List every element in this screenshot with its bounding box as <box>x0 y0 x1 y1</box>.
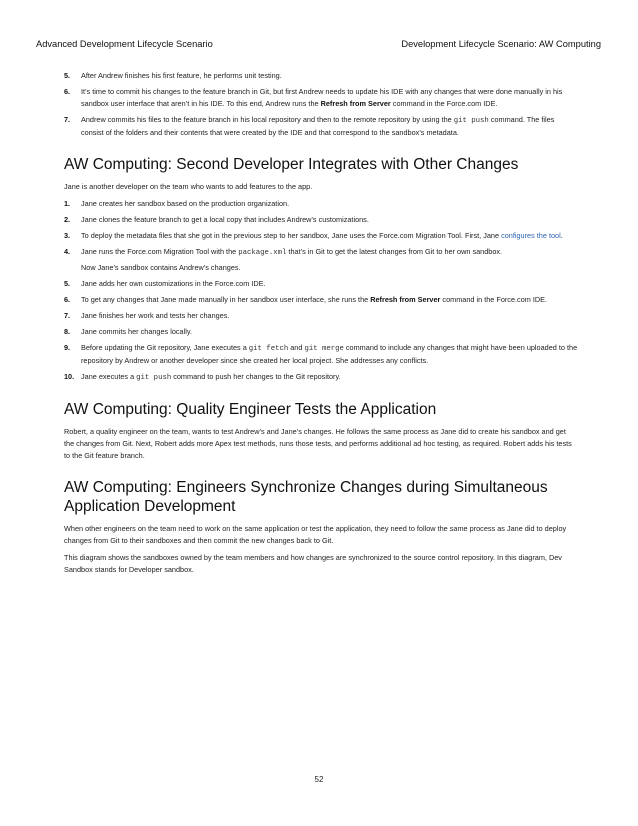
item-number: 1. <box>64 199 71 208</box>
item-number: 9. <box>64 343 71 352</box>
list-item <box>64 246 578 274</box>
item-subtext: Now Jane’s sandbox contains Andrew’s changes. <box>81 263 241 272</box>
item-text: Before updating the Git repository, Jane executes a <box>81 343 249 352</box>
code-snippet: git push <box>136 374 172 382</box>
list-item <box>64 86 578 110</box>
item-number: 5. <box>64 71 71 80</box>
item-text: It’s time to commit his changes to the feature branch in Git, but first Andrew needs to update his IDE with any changes that were done manually in his sandbox user interface that aren’t in his IDE. To this end, Andrew runs the <box>81 87 563 108</box>
list-item <box>64 230 578 242</box>
item-number: 8. <box>64 327 71 336</box>
steps-list-continued <box>64 70 578 139</box>
item-number: 5. <box>64 279 71 288</box>
command-name: Refresh from Server <box>370 295 441 304</box>
item-text: and <box>288 343 305 352</box>
item-text: To get any changes that Jane made manually in her sandbox user interface, she runs the <box>81 295 371 304</box>
list-item <box>64 114 578 139</box>
section-intro: Jane is another developer on the team who wants to add features to the app. <box>64 182 313 191</box>
item-text: Jane commits her changes locally. <box>81 327 192 336</box>
item-number: 10. <box>64 372 75 381</box>
item-number: 3. <box>64 231 71 240</box>
list-item <box>64 326 578 338</box>
code-snippet: git fetch <box>248 345 289 353</box>
item-text: After Andrew finishes his first feature, he performs unit testing. <box>81 71 282 80</box>
configure-tool-link[interactable]: configures the tool <box>501 231 561 240</box>
page-number: 52 <box>314 775 324 784</box>
item-text: command. The files consist of the folders and their contents that were created by the IDE and that correspond to the sandbox’s metadata. <box>81 115 555 137</box>
item-text: Jane creates her sandbox based on the production organization. <box>81 199 290 208</box>
page-content <box>64 70 578 581</box>
code-snippet: package.xml <box>238 249 287 257</box>
running-header-right: Development Lifecycle Scenario: AW Computing <box>401 39 601 49</box>
section-heading: AW Computing: Engineers Synchronize Changes during Simultaneous Application Development <box>64 479 548 515</box>
item-text: command to push her changes to the Git repository. <box>171 372 341 381</box>
item-number: 7. <box>64 311 71 320</box>
list-item <box>64 198 578 210</box>
item-text: command in the Force.com IDE. <box>440 295 548 304</box>
list-item <box>64 278 578 290</box>
item-number: 4. <box>64 247 71 256</box>
section-heading: AW Computing: Second Developer Integrates with Other Changes <box>64 156 519 173</box>
item-text: command in the Force.com IDE. <box>390 99 498 108</box>
item-text: . <box>560 231 563 240</box>
section-body: Robert, a quality engineer on the team, wants to test Andrew’s and Jane’s changes. He follows the same process as Jane did to create his sandbox and get the changes from Git. Next, Robert adds more Apex test methods, runs those tests, and performs additional ad hoc testing, as required. Robert adds his tests to the Git feature branch. <box>64 427 572 460</box>
steps-list <box>64 198 578 384</box>
code-snippet: git push <box>453 117 489 125</box>
item-text: command to include any changes that might have been uploaded to the repository by Andrew or another developer since she created her local project. She addresses any conflicts. <box>81 343 578 365</box>
item-number: 6. <box>64 295 71 304</box>
item-number: 7. <box>64 115 71 124</box>
section-body: This diagram shows the sandboxes owned by the team members and how changes are synchronized to the source control repository. In this diagram, Dev Sandbox stands for Developer sandbox. <box>64 553 562 574</box>
list-item <box>64 310 578 322</box>
item-number: 2. <box>64 215 71 224</box>
item-text: Andrew commits his files to the feature branch in his local repository and then to the remote repository by using the <box>81 115 454 124</box>
section-heading: AW Computing: Quality Engineer Tests the Application <box>64 401 437 418</box>
item-text: Jane adds her own customizations in the Force.com IDE. <box>81 279 266 288</box>
item-text: Jane executes a <box>81 372 137 381</box>
item-text: Jane runs the Force.com Migration Tool with the <box>81 247 239 256</box>
item-text: To deploy the metadata files that she got in the previous step to her sandbox, Jane uses the Force.com Migration Tool. First, Jane <box>81 231 502 240</box>
list-item <box>64 214 578 226</box>
command-name: Refresh from Server <box>320 99 391 108</box>
item-number: 6. <box>64 87 71 96</box>
item-text: that’s in Git to get the latest changes from Git to her own sandbox. <box>286 247 503 256</box>
list-item <box>64 342 578 367</box>
section-body: When other engineers on the team need to work on the same application or test the application, they need to follow the same process as Jane did to deploy changes from Git to their sandboxes and then commit the new changes back to Git. <box>64 524 567 545</box>
list-item <box>64 294 578 306</box>
item-text: Jane finishes her work and tests her changes. <box>81 311 230 320</box>
item-text: Jane clones the feature branch to get a local copy that includes Andrew’s customizations. <box>81 215 369 224</box>
code-snippet: git merge <box>304 345 344 353</box>
list-item <box>64 371 578 384</box>
running-header-left: Advanced Development Lifecycle Scenario <box>36 39 213 49</box>
list-item <box>64 70 578 82</box>
